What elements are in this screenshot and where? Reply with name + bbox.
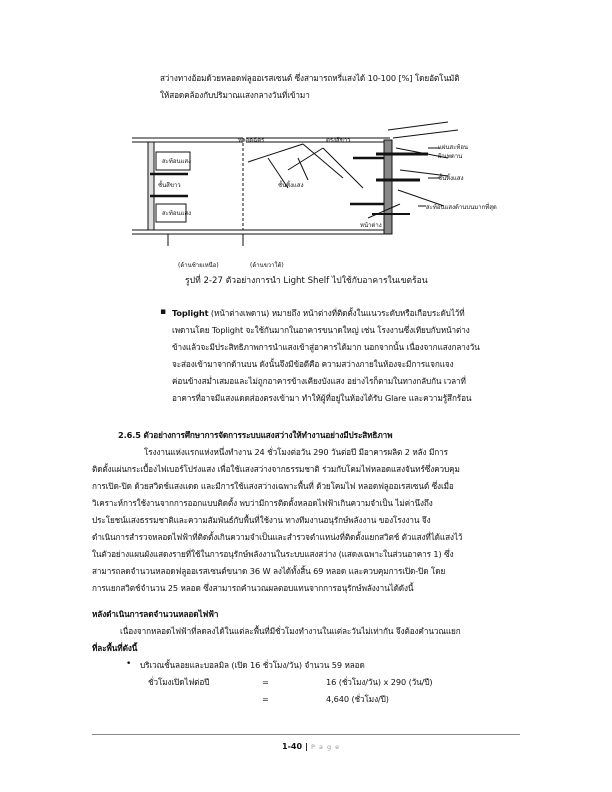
toplight-line-1-text: (หน้าต่างเพดาน) หมายถึง หน้าต่างที่ติดตั้งในแนวระดับหรือเกือบระดับไว้ที่: [208, 308, 465, 318]
fig-label-shelf-right: ชั้นหิ้งแสง: [438, 175, 464, 182]
fig-label-upper-right: แผ่นสะท้อน: [438, 144, 469, 151]
toplight-line-5: ค่อนข้างสม่ำเสมอและไม่ถูกอาคารข้างเคียงบังแสง อย่างไรก็ตามในทางกลับกัน เวลาที่: [172, 376, 466, 386]
light-shelf-diagram: [128, 118, 498, 268]
calc-bullet-icon: •: [126, 659, 132, 669]
fig-label-left-lower: สะท้อนแสง: [162, 210, 192, 217]
toplight-line-2: เพดานโดย Toplight จะใช้กันมากในอาคารขนาดใหญ่ เช่น โรงงานซึ่งเทียบกับหน้าต่าง: [172, 325, 470, 335]
fig-label-left-upper: สะท้อนแสง: [162, 158, 192, 165]
toplight-line-4: จะส่องเข้ามาจากด้านบน ดังนั้นจึงมีข้อดีคือ ความสว่างภายในห้องจะมีการแจกแจง: [172, 359, 454, 369]
light-shelf-figure: [128, 118, 498, 268]
section-line-2: ติดตั้งแผ่นกระเบื้องไฟเบอร์โปร่งแสง เพื่อใช้แสงสว่างจากธรรมชาติ ร่วมกับโคมไฟหลอดแสงจันทร์ซึ่งควบคุม: [92, 464, 460, 474]
toplight-line-6: อาคารที่อาจมีแสงแดดส่องตรงเข้ามา ทำให้ผู้ที่อยู่ในห้องได้รับ Glare และความรู้สึกร้อน: [172, 393, 472, 403]
intro-line-2: ให้สอดคล้องกับปริมาณแสงกลางวันที่เข้ามา: [160, 90, 310, 100]
section-heading: 2.6.5 ตัวอย่างการศึกษาการจัดการระบบแสงสว่างให้ทำงานอย่างมีประสิทธิภาพ: [118, 430, 393, 440]
page-word: P a g e: [310, 743, 341, 751]
section-line-6: ดำเนินการสำรวจหลอดไฟฟ้าที่ติดตั้งเกินความจำเป็นและสำรวจตำแหน่งที่ติดตั้งแยกสวิตช์ ตัวแสงที่ได้แสงไว้: [92, 532, 463, 542]
figure-caption: รูปที่ 2-27 ตัวอย่างการนำ Light Shelf ไปใช้กับอาคารในเขตร้อน: [185, 276, 428, 286]
calc-row2-value: 4,640 (ชั่วโมง/ปี): [326, 694, 389, 704]
fig-label-ceiling: ตรงสีขาว: [326, 137, 351, 144]
calc-para-line-1: เนื่องจากหลอดไฟฟ้าที่ลดลงได้ในแต่ละพื้นที่มีชั่วโมงทำงานในแต่ละวันไม่เท่ากัน จึงต้องคำนวณแยก: [120, 626, 461, 636]
calc-para-line-2: ที่ละพื้นที่ดังนี้: [92, 643, 138, 653]
section-line-8: สามารถลดจำนวนหลอดฟลูออเรสเซนต์ขนาด 36 W ลงได้ทั้งสิ้น 69 หลอด และควบคุมการเปิด-ปิด โดย: [92, 566, 446, 576]
footer-separator: |: [305, 742, 308, 751]
fig-label-window: หน้าต่าง: [360, 222, 382, 229]
fig-label-ceiling-light: ฝ้าเพดาน: [438, 153, 463, 160]
toplight-line-1: [172, 308, 465, 319]
toplight-line-3: ข้างแล้วจะมีประสิทธิภาพการนำแสงเข้าสู่อาคารได้มาก นอกจากนั้น เนื่องจากแสงกลางวัน: [172, 342, 480, 352]
fig-label-right-side: (ด้านขวาใต้): [250, 262, 284, 269]
calc-row1-label: ชั่วโมงเปิดไฟต่อปี: [148, 677, 210, 687]
section-line-5: ประโยชน์แสงธรรมชาติและความสัมพันธ์กับพื้นที่ใช้งาน ทางทีมงานอนุรักษ์พลังงาน ของโรงงาน จึง: [92, 515, 431, 525]
page-footer: [282, 742, 340, 751]
calc-bullet-text: บริเวณชั้นลอยและบอลมิล (เปิด 16 ชั่วโมง/วัน) จำนวน 59 หลอด: [140, 660, 365, 670]
intro-line-1: สว่างทางอ้อมด้วยหลอดฟลูออเรสเซนต์ ซึ่งสามารถหรี่แสงได้ 10-100 [%] โดยอัตโนมัติ: [160, 73, 460, 83]
section-line-4: วิเคราะห์การใช้งานจากการออกแบบติดตั้ง พบว่ามีการติดตั้งหลอดไฟฟ้าเกินความจำเป็น ไม่ค่านึงถึง: [92, 498, 433, 508]
calc-row1-value: 16 (ชั่วโมง/วัน) x 290 (วัน/ปี): [326, 677, 433, 687]
fig-label-left-side: (ด้านซ้ายเหนือ): [178, 262, 219, 269]
calc-row1-eq: =: [262, 677, 269, 687]
fig-label-lamp: หลอดฉัตร: [238, 137, 265, 144]
section-line-3: การเปิด-ปิด ด้วยสวิตช์แสงแดด และมีการใช้แสงสว่างเฉพาะพื้นที่ ด้วยโคมไฟ หลอดฟลูออเรสเซนต์ ซึ่งเมื่อ: [92, 481, 454, 491]
calc-heading: หลังดำเนินการลดจำนวนหลอดไฟฟ้า: [92, 609, 219, 619]
footer-rule: [92, 734, 520, 735]
fig-label-light-shelf-mid: ชั้นหิ้งแสง: [278, 182, 304, 189]
fig-label-reflective: สะท้อนแสงด้านบนมากที่สุด: [426, 204, 497, 211]
section-line-1: โรงงานแห่งแรกแห่งหนึ่งทำงาน 24 ชั่วโมงต่อวัน 290 วันต่อปี มีอาคารผลิต 2 หลัง มีการ: [144, 447, 448, 457]
section-line-7: ในตัวอย่างแผนผังแสดงรายที่ใช้ในการอนุรักษ์พลังงานในระบบแสงสว่าง (แสดงเฉพาะในส่วนอาคาร 1) ซึ่ง: [92, 549, 454, 559]
section-line-9: การแยกสวิตช์จำนวน 25 หลอด ซึ่งสามารถคำนวณผลตอบแทนจากการอนุรักษ์พลังงานได้ดังนี้: [92, 583, 414, 593]
page-number: 1-40: [282, 742, 303, 751]
bullet-icon: ▪: [160, 307, 167, 317]
fig-label-light-shelf-left: ชั้นสีขาว: [158, 182, 181, 189]
calc-row2-eq: =: [262, 694, 269, 704]
toplight-term: Toplight: [172, 308, 209, 318]
